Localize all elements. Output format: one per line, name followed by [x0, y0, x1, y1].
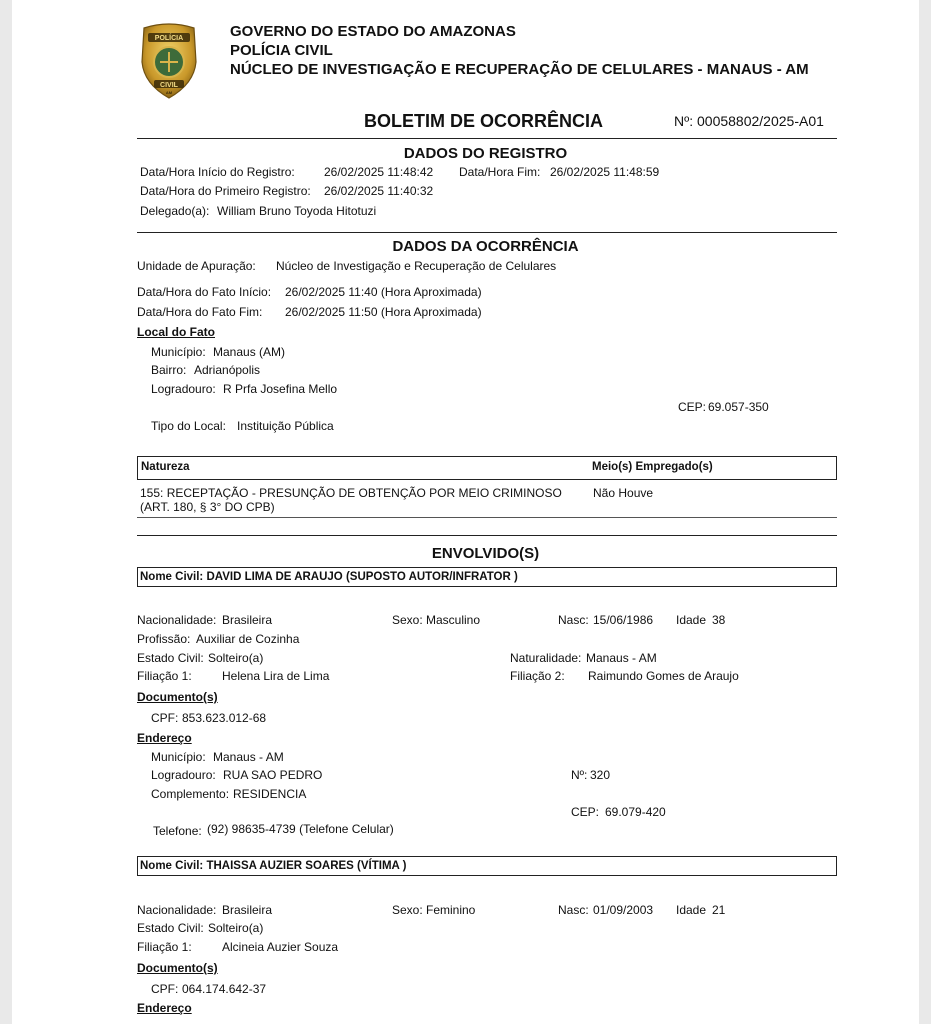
tipo-local-value: Instituição Pública [237, 419, 334, 433]
fato-inicio-label: Data/Hora do Fato Início: [137, 285, 272, 299]
registro-fim-value: 26/02/2025 11:48:59 [550, 165, 660, 179]
p2-fil1-value: Alcineia Auzier Souza [222, 940, 339, 954]
p1-civil-value: Solteiro(a) [208, 651, 264, 665]
p1-log-value: RUA SAO PEDRO [223, 768, 323, 782]
p1-fil2-value: Raimundo Gomes de Araujo [588, 669, 739, 683]
bairro-label: Bairro: [151, 363, 187, 377]
police-badge-logo [136, 22, 202, 100]
natureza-line-1: 155: RECEPTAÇÃO - PRESUNÇÃO DE OBTENÇÃO POR MEIO CRIMINOSO [140, 486, 562, 500]
p1-fil1-value: Helena Lira de Lima [222, 669, 330, 683]
divider [137, 535, 837, 536]
meios-value: Não Houve [593, 486, 654, 500]
fato-fim-label: Data/Hora do Fato Fim: [137, 305, 263, 319]
p2-fil1-label: Filiação 1: [137, 940, 192, 954]
p1-end-heading: Endereço [137, 731, 192, 745]
logradouro-label: Logradouro: [151, 382, 216, 396]
p1-comp-label: Complemento: [151, 787, 230, 801]
cep-label: CEP: [678, 400, 707, 414]
delegado-value: William Bruno Toyoda Hitotuzi [217, 204, 377, 218]
p1-tel-value: (92) 98635-4739 (Telefone Celular) [207, 822, 394, 836]
p1-comp-value: RESIDENCIA [233, 787, 307, 801]
divider [137, 232, 837, 233]
registro-inicio-value: 26/02/2025 11:48:42 [324, 165, 434, 179]
document-page [12, 0, 919, 1024]
section-title-envolvidos: ENVOLVIDO(S) [431, 545, 540, 562]
p1-fil1-label: Filiação 1: [137, 669, 192, 683]
badge-small-text: AM [165, 90, 173, 95]
p2-end-heading: Endereço [137, 1001, 192, 1015]
municipio-value: Manaus (AM) [213, 345, 286, 359]
p1-cep-value: 69.079-420 [605, 805, 666, 819]
p1-nasc-value: 15/06/1986 [593, 613, 654, 627]
natureza-header: Natureza [141, 461, 190, 473]
p1-nasc-label: Nasc: [558, 613, 589, 627]
p2-sexo-label: Sexo: [392, 903, 423, 917]
p1-idade-label: Idade [676, 613, 707, 627]
p1-num-label: Nº: [571, 768, 588, 782]
registro-fim-label: Data/Hora Fim: [459, 165, 541, 179]
header-line-2: POLÍCIA CIVIL [230, 42, 333, 59]
header-line-3: NÚCLEO DE INVESTIGAÇÃO E RECUPERAÇÃO DE CELULARES - MANAUS - AM [230, 61, 809, 78]
p1-cpf-value: 853.623.012-68 [182, 711, 267, 725]
p1-prof-value: Auxiliar de Cozinha [196, 632, 300, 646]
p2-civil-label: Estado Civil: [137, 921, 204, 935]
p1-num-value: 320 [590, 768, 611, 782]
p2-cpf-label: CPF: [151, 982, 179, 996]
p1-fil2-label: Filiação 2: [510, 669, 565, 683]
p2-nac-value: Brasileira [222, 903, 273, 917]
registro-inicio-label: Data/Hora Início do Registro: [140, 165, 295, 179]
natureza-header-box [137, 456, 837, 480]
registro-primeiro-value: 26/02/2025 11:40:32 [324, 184, 434, 198]
p2-sexo-value: Feminino [426, 903, 476, 917]
p1-cep-label: CEP: [571, 805, 600, 819]
document-title: BOLETIM DE OCORRÊNCIA [364, 111, 604, 131]
header-line-1: GOVERNO DO ESTADO DO AMAZONAS [230, 23, 516, 40]
registro-primeiro-label: Data/Hora do Primeiro Registro: [140, 184, 311, 198]
p1-nat-label: Naturalidade: [510, 651, 582, 665]
p1-nac-label: Nacionalidade: [137, 613, 217, 627]
document-number: Nº: 00058802/2025-A01 [674, 113, 824, 129]
person-1-name: Nome Civil: DAVID LIMA DE ARAUJO (SUPOSTO AUTOR/INFRATOR ) [140, 571, 518, 583]
p2-doc-heading: Documento(s) [137, 961, 218, 975]
tipo-local-label: Tipo do Local: [151, 419, 226, 433]
p1-civil-label: Estado Civil: [137, 651, 204, 665]
unidade-value: Núcleo de Investigação e Recuperação de Celulares [276, 259, 557, 273]
p1-mun-value: Manaus - AM [213, 750, 284, 764]
p2-idade-label: Idade [676, 903, 707, 917]
p2-nac-label: Nacionalidade: [137, 903, 217, 917]
p1-prof-label: Profissão: [137, 632, 191, 646]
p1-nat-value: Manaus - AM [586, 651, 657, 665]
p1-doc-heading: Documento(s) [137, 690, 218, 704]
unidade-label: Unidade de Apuração: [137, 259, 256, 273]
logradouro-value: R Prfa Josefina Mello [223, 382, 338, 396]
p1-nac-value: Brasileira [222, 613, 273, 627]
p1-sexo-value: Masculino [426, 613, 481, 627]
p1-cpf-label: CPF: [151, 711, 179, 725]
delegado-label: Delegado(a): [140, 204, 210, 218]
cep-value: 69.057-350 [708, 400, 769, 414]
municipio-label: Município: [151, 345, 206, 359]
divider [137, 517, 837, 518]
meios-header: Meio(s) Empregado(s) [592, 461, 713, 473]
badge-bottom-text: CIVIL [160, 82, 178, 89]
p1-idade-value: 38 [712, 613, 726, 627]
fato-inicio-value: 26/02/2025 11:40 (Hora Aproximada) [285, 285, 482, 299]
p2-civil-value: Solteiro(a) [208, 921, 264, 935]
p1-log-label: Logradouro: [151, 768, 216, 782]
badge-top-text: POLÍCIA [154, 35, 184, 42]
p2-cpf-value: 064.174.642-37 [182, 982, 267, 996]
p2-nasc-label: Nasc: [558, 903, 589, 917]
p1-mun-label: Município: [151, 750, 206, 764]
natureza-line-2: (ART. 180, § 3° DO CPB) [140, 500, 275, 514]
fato-fim-value: 26/02/2025 11:50 (Hora Aproximada) [285, 305, 482, 319]
bairro-value: Adrianópolis [194, 363, 261, 377]
p1-sexo-label: Sexo: [392, 613, 423, 627]
p1-tel-label: Telefone: [153, 824, 202, 838]
person-2-name: Nome Civil: THAISSA AUZIER SOARES (VÍTIMA ) [140, 860, 407, 872]
section-title-ocorrencia: DADOS DA OCORRÊNCIA [392, 238, 579, 255]
p2-nasc-value: 01/09/2003 [593, 903, 654, 917]
section-title-registro: DADOS DO REGISTRO [403, 145, 568, 162]
divider [137, 138, 837, 139]
local-heading: Local do Fato [137, 325, 215, 339]
p2-idade-value: 21 [712, 903, 726, 917]
